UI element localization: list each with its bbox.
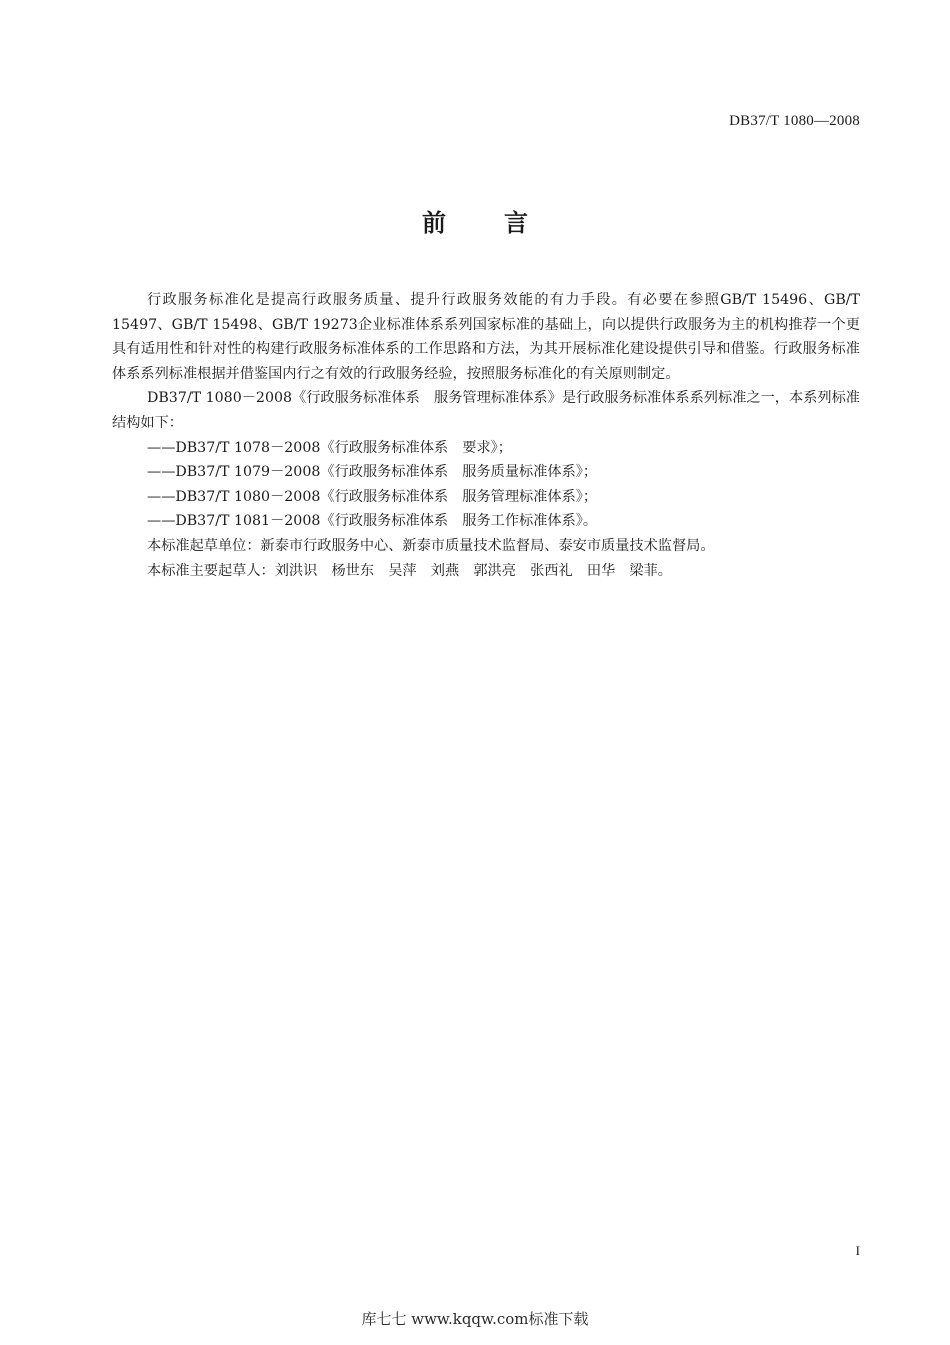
title-char-2: 言 <box>504 208 528 237</box>
paragraph-series: DB37/T 1080－2008《行政服务标准体系 服务管理标准体系》是行政服务标准体系系列标准之一，本系列标准结构如下： <box>112 390 860 431</box>
footer-watermark: 库七七 www.kqqw.com标准下载 <box>361 1310 589 1328</box>
title-char-1: 前 <box>422 208 446 237</box>
list-item: ——DB37/T 1078－2008《行政服务标准体系 要求》； <box>147 439 512 456</box>
list-item: ——DB37/T 1081－2008《行政服务标准体系 服务工作标准体系》。 <box>147 513 598 530</box>
paragraph-intro: 行政服务标准化是提高行政服务质量、提升行政服务效能的有力手段。有必要在参照GB/T 15496、GB/T 15497、GB/T 15498、GB/T 19273企业标准体系系列国家标准的基础上，向以提供行政服务为主的机构推荐一个更具有适用性和针对性的构建行政服务标准体系的工作思路和方法，为其开展标准化建设提供引导和借鉴。行政服务标准体系系列标准根据并借鉴国内行之有效的行政服务经验，按照服务标准化的有关原则制定。 <box>112 292 860 382</box>
page-title <box>0 203 950 238</box>
foreword-body <box>112 288 860 583</box>
page-number: I <box>855 1243 860 1258</box>
drafting-units: 本标准起草单位：新泰市行政服务中心、新泰市质量技术监督局、泰安市质量技术监督局。 <box>147 537 715 554</box>
list-item: ——DB37/T 1079－2008《行政服务标准体系 服务质量标准体系》； <box>147 464 598 481</box>
document-code: DB37/T 1080—2008 <box>729 113 860 129</box>
drafters: 本标准主要起草人：刘洪识 杨世东 吴萍 刘燕 郭洪亮 张西礼 田华 梁菲。 <box>147 562 672 579</box>
list-item: ——DB37/T 1080－2008《行政服务标准体系 服务管理标准体系》； <box>147 488 598 505</box>
